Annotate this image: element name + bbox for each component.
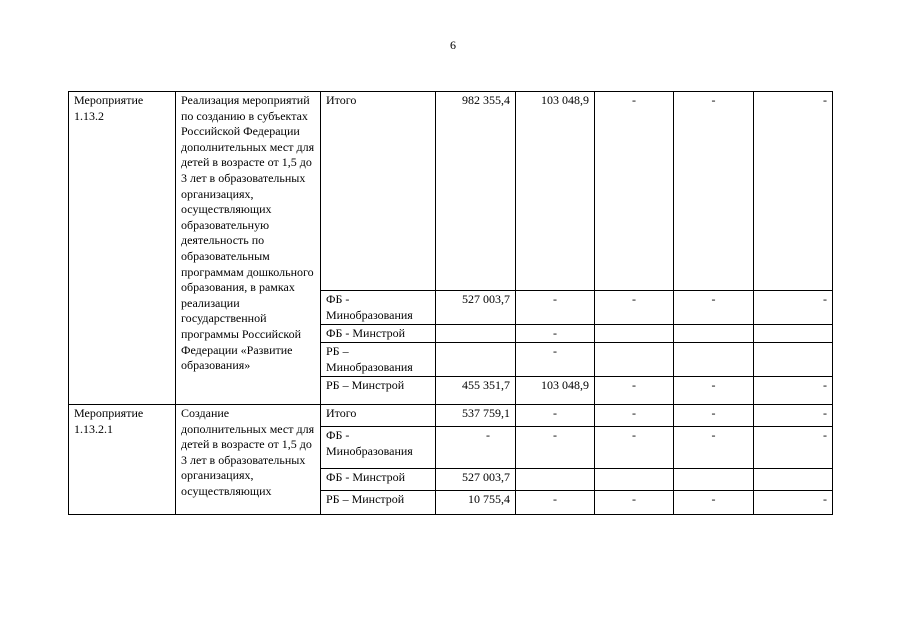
value-cell: 455 351,7 — [436, 377, 516, 405]
value-cell — [674, 343, 754, 377]
value-cell — [595, 469, 674, 491]
value-cell — [516, 469, 595, 491]
table-row — [69, 405, 833, 427]
value-cell: 982 355,4 — [436, 92, 516, 291]
value-cell — [754, 325, 833, 343]
budget-table — [68, 91, 833, 515]
value-cell: - — [754, 377, 833, 405]
value-cell: - — [595, 491, 674, 515]
value-cell: - — [516, 343, 595, 377]
description-cell: Реализация мероприятий по созданию в субъектах Российской Федерации дополнительных мест для детей в возрасте от 1,5 до 3 лет в образовательных организациях, осуществляющих образовательную деятельность по образовательным программам дошкольного образования, в рамках реализации государственной программы Российской Федерации «Развитие образования» — [176, 92, 321, 405]
value-cell: - — [516, 325, 595, 343]
value-cell: - — [595, 92, 674, 291]
value-cell: - — [674, 291, 754, 325]
event-cell: Мероприятие 1.13.2.1 — [69, 405, 176, 515]
value-cell: - — [754, 405, 833, 427]
value-cell: - — [595, 427, 674, 469]
value-cell: - — [754, 92, 833, 291]
value-cell: 103 048,9 — [516, 92, 595, 291]
value-cell: - — [674, 377, 754, 405]
value-cell: 537 759,1 — [436, 405, 516, 427]
source-cell: Итого — [321, 405, 436, 427]
value-cell: 103 048,9 — [516, 377, 595, 405]
value-cell: - — [674, 92, 754, 291]
value-cell: - — [674, 491, 754, 515]
value-cell: - — [516, 405, 595, 427]
value-cell — [436, 325, 516, 343]
value-cell: - — [754, 427, 833, 469]
value-cell: 527 003,7 — [436, 291, 516, 325]
value-cell: - — [516, 291, 595, 325]
value-cell — [754, 343, 833, 377]
value-cell — [595, 325, 674, 343]
table-row — [69, 92, 833, 291]
source-cell: РБ – Минстрой — [321, 491, 436, 515]
value-cell: 527 003,7 — [436, 469, 516, 491]
source-cell: ФБ - Минстрой — [321, 469, 436, 491]
source-cell: РБ – Минобразования — [321, 343, 436, 377]
value-cell: - — [595, 377, 674, 405]
value-cell — [674, 469, 754, 491]
value-cell — [436, 343, 516, 377]
source-cell: ФБ - Минобразования — [321, 291, 436, 325]
value-cell — [674, 325, 754, 343]
event-cell: Мероприятие 1.13.2 — [69, 92, 176, 405]
value-cell: - — [436, 427, 516, 469]
value-cell — [754, 469, 833, 491]
value-cell: - — [516, 427, 595, 469]
value-cell: - — [754, 291, 833, 325]
value-cell: - — [595, 291, 674, 325]
source-cell: ФБ - Минобразования — [321, 427, 436, 469]
source-cell: Итого — [321, 92, 436, 291]
description-cell: Создание дополнительных мест для детей в возрасте от 1,5 до 3 лет в образовательных организациях, осуществляющих — [176, 405, 321, 515]
value-cell: - — [754, 491, 833, 515]
source-cell: ФБ - Минстрой — [321, 325, 436, 343]
value-cell: 10 755,4 — [436, 491, 516, 515]
value-cell — [595, 343, 674, 377]
page-number: 6 — [450, 38, 456, 52]
source-cell: РБ – Минстрой — [321, 377, 436, 405]
value-cell: - — [674, 427, 754, 469]
value-cell: - — [516, 491, 595, 515]
value-cell: - — [674, 405, 754, 427]
value-cell: - — [595, 405, 674, 427]
